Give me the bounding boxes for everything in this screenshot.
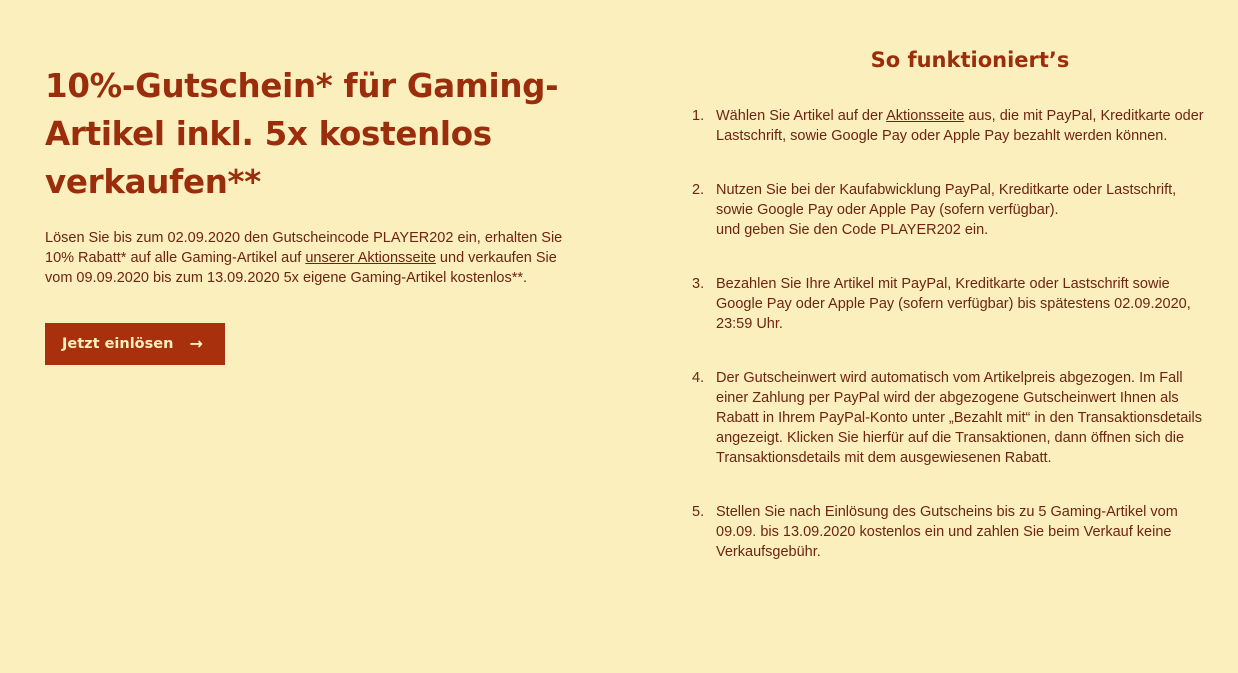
steps-list [690, 106, 1210, 562]
step-text: Der Gutscheinwert wird automatisch vom Artikelpreis abgezogen. Im Fall einer Zahlung per PayPal wird der abgezogene Gutscheinwert Ihnen als Rabatt in Ihrem PayPal-Konto unter „Bezahlt mit“ in den Transaktionsdetails angezeigt. Klicken Sie hierfür auf die Transaktionen, dann öffnen sich die Transaktionsdetails mit dem ausgewiesenen Rabatt. [716, 370, 1202, 466]
step-text [716, 106, 1206, 146]
step-text-line2: und geben Sie den Code PLAYER202 ein. [716, 222, 989, 238]
step-item [690, 180, 1210, 240]
promo-intro-text-after: und verkaufen Sie vom 09.09.2020 bis zum 13.09.2020 5x eigene Gaming-Artikel kostenlos**. [45, 250, 557, 286]
arrow-right-icon: → [189, 334, 203, 353]
redeem-button-label: Jetzt einlösen [62, 335, 174, 352]
how-it-works-title: So funktioniert’s [870, 48, 1070, 72]
step-text-line1: Nutzen Sie bei der Kaufabwicklung PayPal, Kreditkarte oder Lastschrift, sowie Google Pay oder Apple Pay (sofern verfügbar). [716, 182, 1177, 218]
step-number: 2. [692, 182, 705, 198]
step-link[interactable]: Aktionsseite [886, 108, 965, 124]
step-number: 5. [692, 504, 705, 520]
step-text: Bezahlen Sie Ihre Artikel mit PayPal, Kreditkarte oder Lastschrift sowie Google Pay oder Apple Pay (sofern verfügbar) bis spätestens 02.09.2020, 23:59 Uhr. [716, 276, 1191, 332]
step-number: 1. [692, 108, 705, 124]
promo-intro [45, 228, 565, 288]
promo-headline: 10%-Gutschein* für Gaming-Artikel inkl. 5x kostenlos verkaufen** [45, 67, 559, 201]
step-item [690, 106, 1210, 146]
step-item [690, 502, 1210, 562]
step-text-before: Wählen Sie Artikel auf der [716, 108, 887, 124]
step-item [690, 274, 1210, 334]
redeem-button[interactable] [45, 323, 225, 365]
promo-intro-link[interactable]: unserer Aktionsseite [305, 250, 436, 266]
step-text: Stellen Sie nach Einlösung des Gutscheins bis zu 5 Gaming-Artikel vom 09.09. bis 13.09.2020 kostenlos ein und zahlen Sie beim Verkauf keine Verkaufsgebühr. [716, 504, 1178, 560]
step-text-after: aus, die mit PayPal, Kreditkarte oder Lastschrift, sowie Google Pay oder Apple Pay bezahlt werden können. [716, 108, 1204, 144]
promo-intro-text-before: Lösen Sie bis zum 02.09.2020 den Gutscheincode PLAYER202 ein, erhalten Sie 10% Rabatt* auf alle Gaming-Artikel auf [45, 230, 563, 266]
step-item [690, 368, 1210, 468]
how-it-works-section [690, 44, 1210, 596]
step-number: 4. [692, 370, 705, 386]
step-text [716, 180, 1206, 240]
promo-section [45, 62, 605, 365]
step-number: 3. [692, 276, 705, 292]
